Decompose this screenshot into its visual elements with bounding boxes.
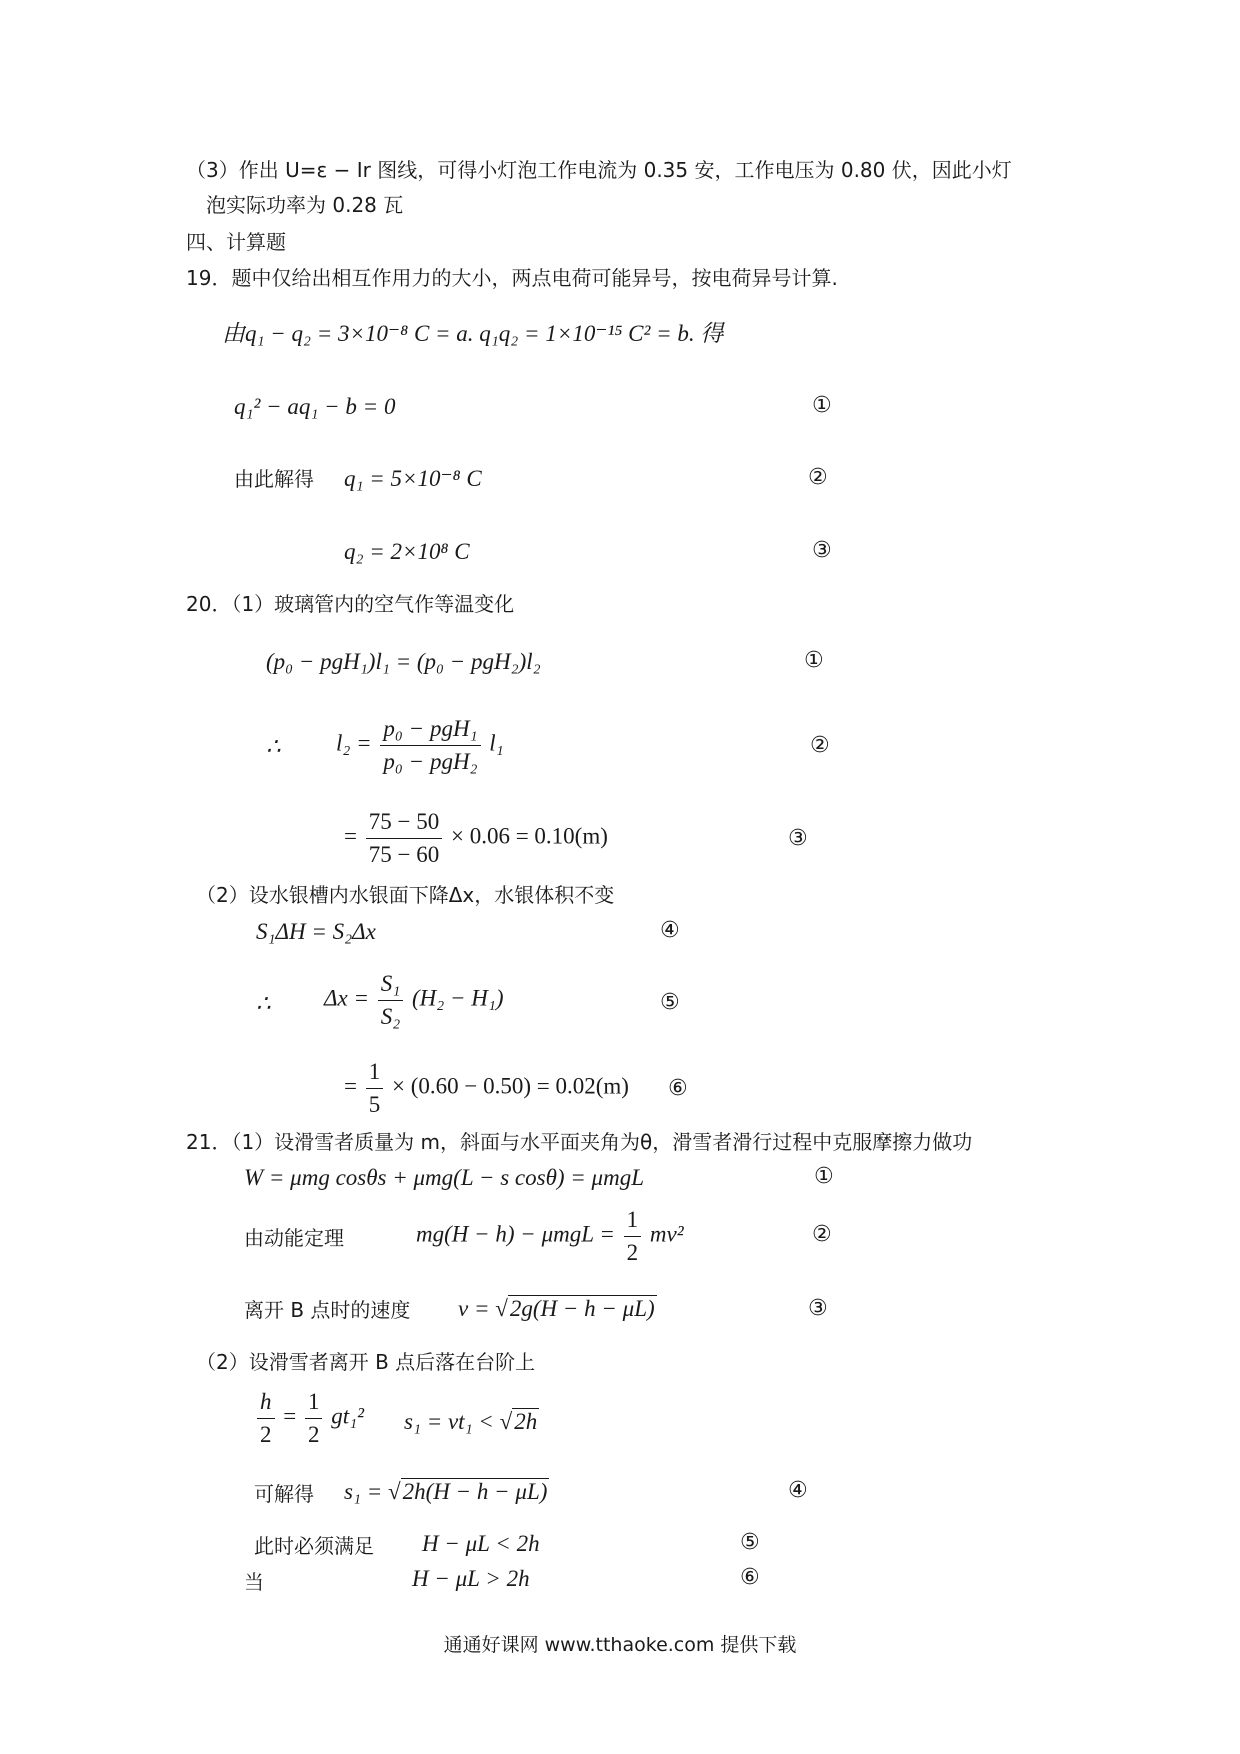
circled-3: ③ [812,538,832,563]
fraction-20c: $\frac{75 - 50}{75 - 60}$ [366,808,442,868]
fraction-20f: $\frac{1}{5}$ [366,1058,384,1118]
circled-2: ② [808,465,828,490]
eq-21e-label: 可解得 [254,1482,314,1506]
eq-20e: Δx = $\frac{\text{S₁}}{\text{S₂}}$ (H₂ − H₁) [324,971,504,1029]
eq-21b: mg(H − h) − μmgL = $\frac{1}{2}$ mv² [416,1207,684,1265]
circled-21-2: ② [812,1222,832,1247]
eq-21a: W = μmg cosθs + μmg(L − s cosθ) = μmgL [244,1165,645,1190]
circled-21-6: ⑥ [740,1565,760,1590]
therefore-1: ∴ [266,734,281,759]
text-line-3-cont: 泡实际功率为 0.28 瓦 [206,193,404,217]
eq-21f: H − μL < 2h [422,1531,540,1556]
section-heading: 四、计算题 [186,230,286,254]
circled-20-2: ② [810,733,830,758]
problem-20-part1: 20．（1）玻璃管内的空气作等温变化 [186,592,515,616]
fraction-21b: $\frac{1}{2}$ [624,1206,642,1266]
fraction-21d-2: $\frac{1}{2}$ [305,1388,323,1448]
problem-21-part2: （2）设滑雪者离开 B 点后落在台阶上 [196,1350,536,1374]
circled-20-3: ③ [788,826,808,851]
eq-21g: H − μL > 2h [412,1566,530,1591]
eq-21c: v = √2g(H − h − μL) [458,1296,655,1321]
therefore-2: ∴ [256,991,271,1016]
eq-21d: $\frac{h}{2}$ = $\frac{1}{2}$ gt₁² [254,1388,364,1448]
problem-19-intro: 19．题中仅给出相互作用力的大小，两点电荷可能异号，按电荷异号计算. [186,266,838,290]
circled-21-1: ① [814,1164,834,1189]
fraction-20b: $\frac{\text{p₀ − pgH₁}}{\text{p₀ − pgH₂}}$ [380,715,480,775]
problem-21-part1: 21．（1）设滑雪者质量为 m，斜面与水平面夹角为θ，滑雪者滑行过程中克服摩擦力做功 [186,1130,973,1154]
eq-20a: (p₀ − pgH₁)l₁ = (p₀ − pgH₂)l₂ [266,649,541,674]
eq-21e: s₁ = √2h(H − h − μL) [344,1479,548,1504]
circled-20-1: ① [804,648,824,673]
eq-19a: 由q₁ − q₂ = 3×10⁻⁸ C = a. q₁q₂ = 1×10⁻¹⁵ C² = b. 得 [222,321,724,346]
eq-21b-label: 由动能定理 [244,1226,344,1250]
circled-21-5: ⑤ [740,1530,760,1555]
fraction-20e: $\frac{\text{S₁}}{\text{S₂}}$ [378,970,404,1030]
eq-20d: S₁ΔH = S₂Δx [256,919,376,944]
circled-21-3: ③ [808,1296,828,1321]
fraction-21d-1: $\frac{h}{2}$ [257,1388,275,1448]
eq-21f-label: 此时必须满足 [254,1534,374,1558]
eq-21c-label: 离开 B 点时的速度 [244,1298,411,1322]
eq-20f: = $\frac{1}{5}$ × (0.60 − 0.50) = 0.02(m) [344,1059,629,1117]
circled-20-5: ⑤ [660,990,680,1015]
circled-21-4: ④ [788,1478,808,1503]
circled-20-6: ⑥ [668,1076,688,1101]
eq-20b: l₂ = $\frac{\text{p₀ − pgH₁}}{\text{p₀ − pgH₂}}$ l₁ [336,716,504,774]
eq-19c-label: 由此解得 [234,467,314,491]
problem-20-part2: （2）设水银槽内水银面下降Δx，水银体积不变 [196,883,615,907]
text-line-3: （3）作出 U=ε − Ir 图线，可得小灯泡工作电流为 0.35 安，工作电压为 0.80 伏，因此小灯 [186,158,1012,182]
circled-1: ① [812,393,832,418]
eq-21g-label: 当 [244,1570,264,1594]
page-footer: 通通好课网 www.tthaoke.com 提供下载 [443,1634,797,1656]
circled-20-4: ④ [660,918,680,943]
eq-19d: q₂ = 2×10⁸ C [344,539,470,564]
eq-19b: q₁² − aq₁ − b = 0 [234,394,396,419]
eq-19c: q₁ = 5×10⁻⁸ C [344,466,482,491]
eq-21d-b: s₁ = vt₁ < √2h [404,1409,538,1434]
eq-20c: = $\frac{75 - 50}{75 - 60}$ × 0.06 = 0.10(m) [344,809,608,867]
